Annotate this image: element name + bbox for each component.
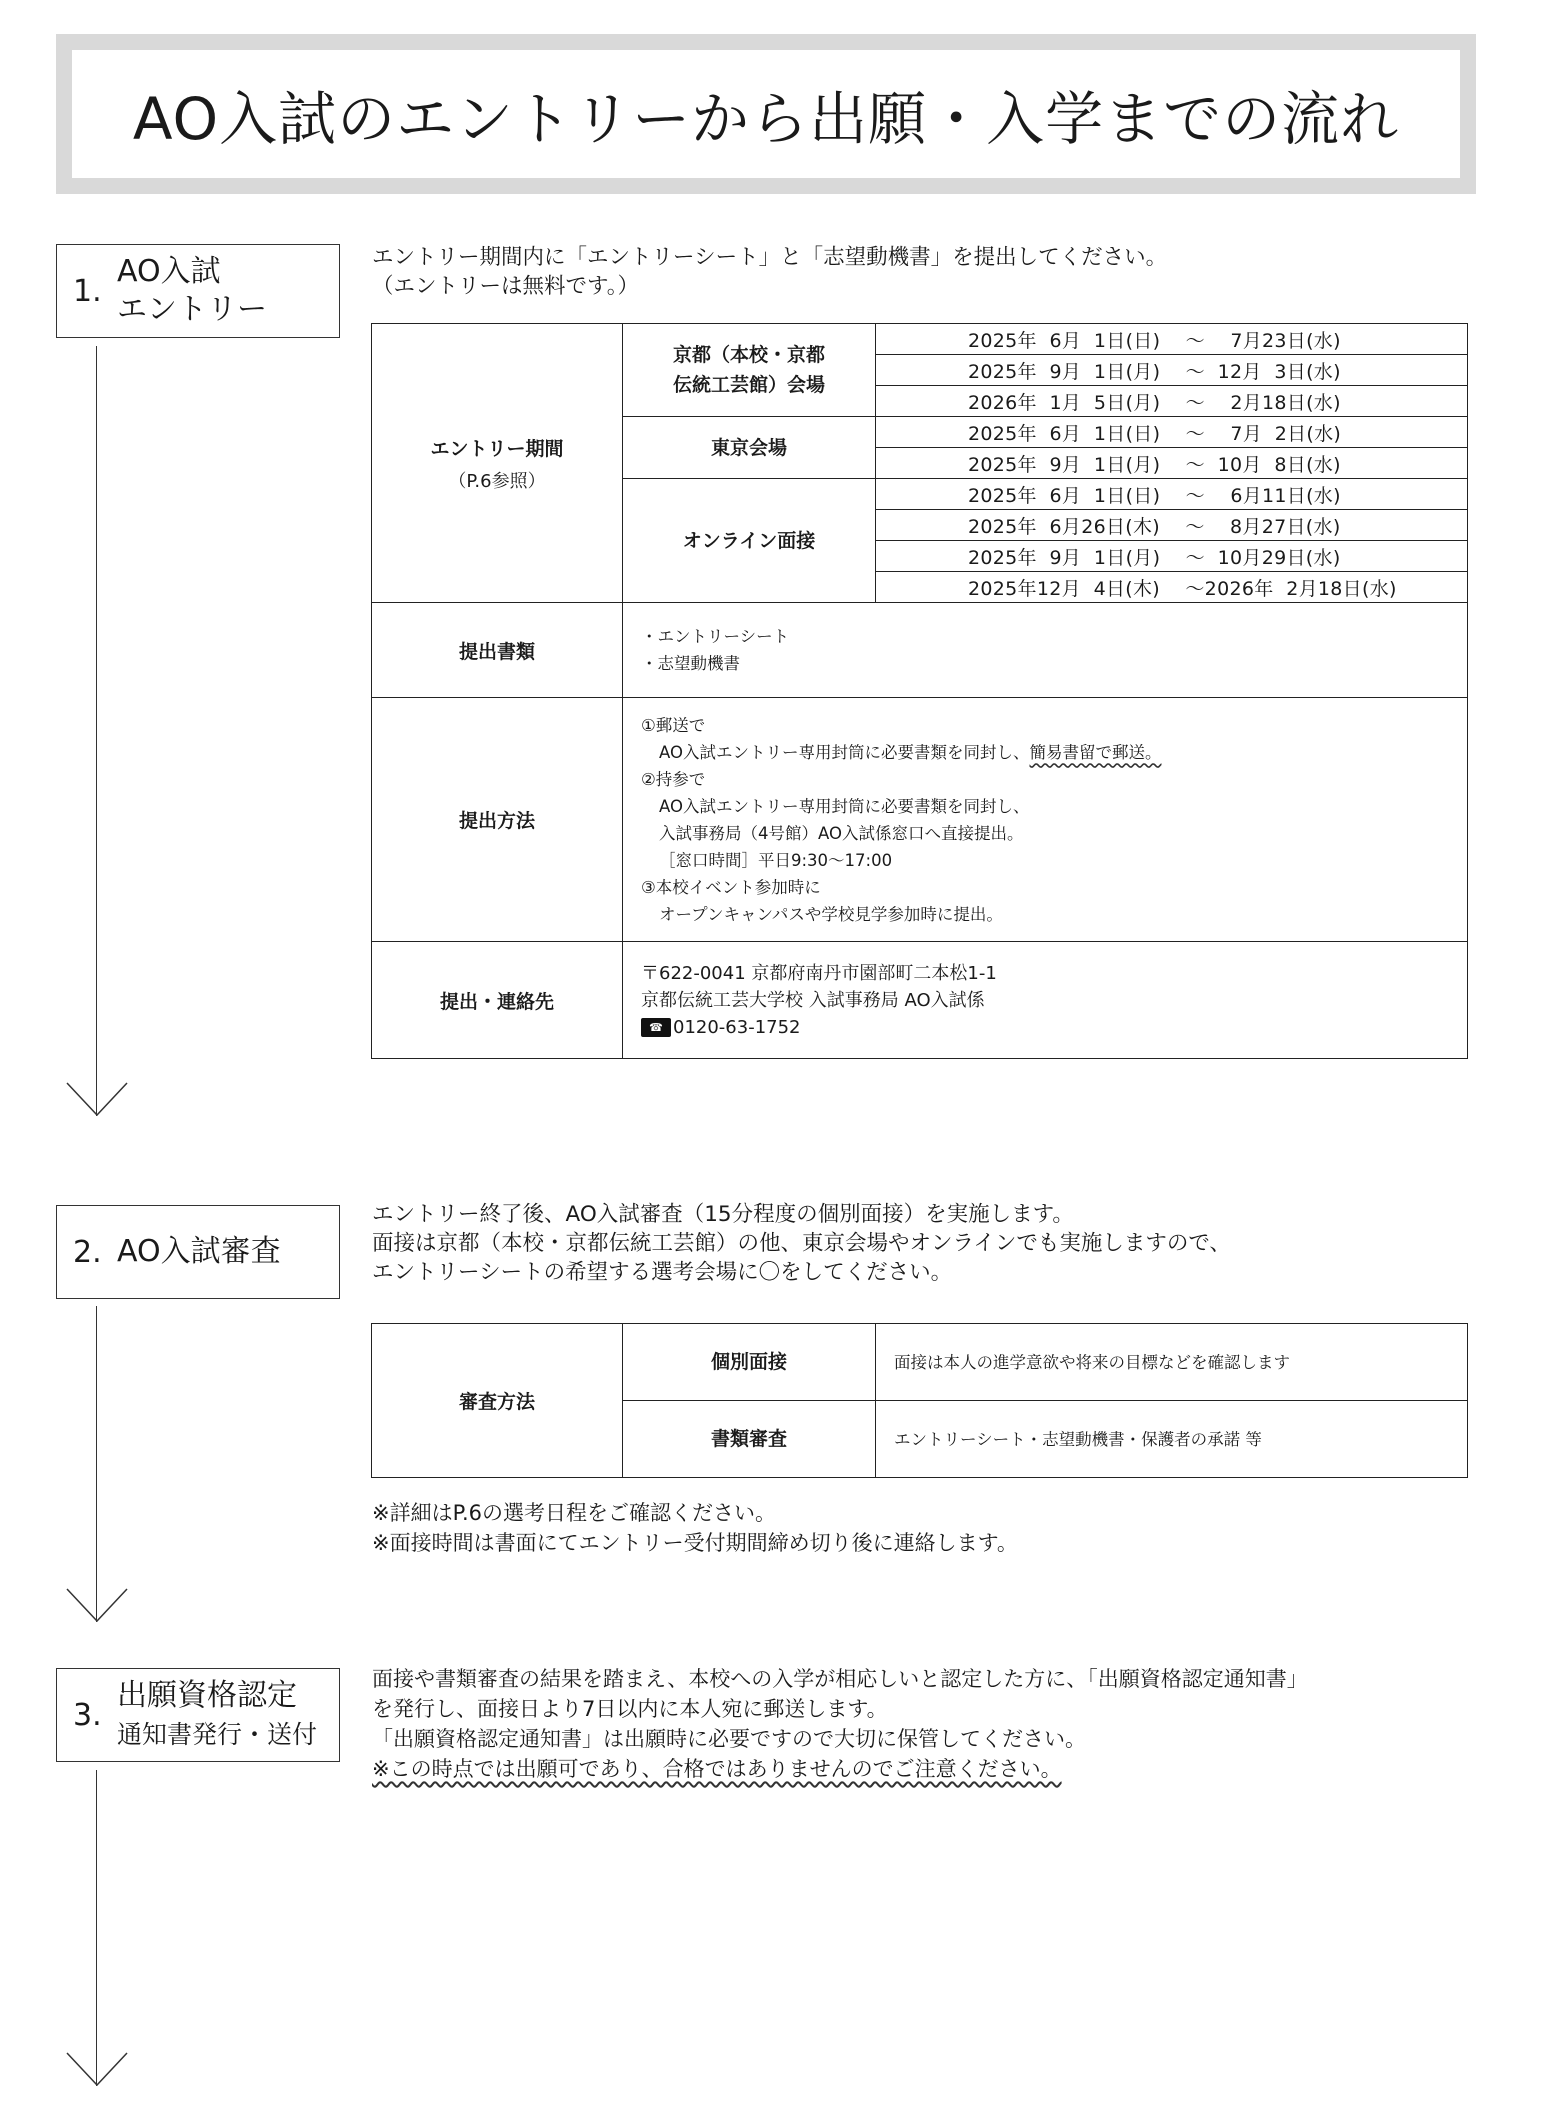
entry-period-ref: （P.6参照） (448, 470, 546, 492)
method-1-title: ①郵送で (641, 715, 706, 735)
step-1-label-line1: AO入試 (117, 254, 221, 289)
step-3-text3: 「出願資格認定通知書」は出願時に必要ですので大切に保管してください。 (372, 1727, 1086, 1751)
step-3-flow-line (96, 1770, 97, 2086)
docs-cell (623, 603, 1468, 698)
docs-header: 提出書類 (372, 603, 623, 698)
review-row-desc: エントリーシート・志望動機書・保護者の承諾 等 (876, 1401, 1468, 1478)
entry-period-label: エントリー期間 (430, 437, 564, 460)
step-1-label-line2: エントリー (117, 292, 267, 327)
step-3-arrow-icon (66, 2052, 128, 2086)
method-2-title: ②持参で (641, 769, 706, 789)
contact-header: 提出・連絡先 (372, 942, 623, 1059)
contact-tel-row (641, 1014, 1467, 1041)
venue-online: オンライン面接 (623, 479, 876, 603)
page-title: AO入試のエントリーから出願・入学までの流れ (72, 50, 1460, 178)
method-2-text1: AO入試エントリー専用封筒に必要書類を同封し、 (659, 796, 1030, 816)
step-2-intro-line2: 面接は京都（本校・京都伝統工芸館）の他、東京会場やオンラインでも実施しますので、 (372, 1231, 1231, 1256)
date-range: 2025年 6月 1日(日) ～ 7月 2日(水) (876, 417, 1468, 448)
method-2-text3: ［窓口時間］平日9:30～17:00 (659, 850, 893, 870)
date-range: 2026年 1月 5日(月) ～ 2月18日(水) (876, 386, 1468, 417)
step-1-label (117, 253, 267, 329)
review-row-name: 書類審査 (623, 1401, 876, 1478)
step-3-text (372, 1664, 1308, 1784)
review-row-desc: 面接は本人の進学意欲や将来の目標などを確認します (876, 1324, 1468, 1401)
step-3-number: 3. (73, 1697, 102, 1733)
step-2-label: AO入試審査 (117, 1234, 281, 1269)
date-range: 2025年12月 4日(木) ～2026年 2月18日(水) (876, 572, 1468, 603)
step-1-intro (372, 243, 1167, 301)
review-row-name: 個別面接 (623, 1324, 876, 1401)
step-1-number: 1. (73, 273, 102, 309)
step-2-box (56, 1205, 340, 1299)
title-frame (56, 34, 1476, 194)
date-range: 2025年 6月26日(木) ～ 8月27日(水) (876, 510, 1468, 541)
date-range: 2025年 6月 1日(日) ～ 6月11日(水) (876, 479, 1468, 510)
method-header: 提出方法 (372, 698, 623, 942)
venue-kyoto-line1: 京都（本校・京都 (672, 344, 825, 366)
free-dial-icon: ☎ (641, 1018, 671, 1037)
venue-tokyo: 東京会場 (623, 417, 876, 479)
step-2-notes (372, 1498, 1018, 1558)
contact-address: 〒622-0041 京都府南丹市園部町二本松1-1 (641, 962, 997, 984)
step-1-intro-line2: （エントリーは無料です。） (372, 274, 640, 299)
step-2-number: 2. (73, 1234, 102, 1270)
method-3-title: ③本校イベント参加時に (641, 877, 821, 897)
step-3-text1: 面接や書類審査の結果を踏まえ、本校への入学が相応しいと認定した方に、「出願資格認定通知書」 (372, 1667, 1308, 1691)
step-1-flow-line (96, 346, 97, 1116)
step-1-box (56, 244, 340, 338)
step-1-arrow-icon (66, 1082, 128, 1116)
contact-tel: 0120-63-1752 (673, 1016, 801, 1038)
step-3-label-line2: 通知書発行・送付 (117, 1719, 318, 1749)
date-range: 2025年 6月 1日(日) ～ 7月23日(水) (876, 324, 1468, 355)
step-2-arrow-icon (66, 1588, 128, 1622)
review-table (371, 1323, 1468, 1478)
method-3-text1: オープンキャンパスや学校見学参加時に提出。 (659, 904, 1003, 924)
review-method-header: 審査方法 (372, 1324, 623, 1478)
step-2-intro-line3: エントリーシートの希望する選考会場に〇をしてください。 (372, 1260, 953, 1285)
doc-item: ・エントリーシート (641, 627, 790, 646)
method-1-text-b: 簡易書留で郵送。 (1029, 742, 1162, 762)
date-range: 2025年 9月 1日(月) ～ 10月 8日(水) (876, 448, 1468, 479)
doc-item: ・志望動機書 (641, 654, 740, 673)
date-range: 2025年 9月 1日(月) ～ 10月29日(水) (876, 541, 1468, 572)
entry-table (371, 323, 1468, 1059)
date-range: 2025年 9月 1日(月) ～ 12月 3日(水) (876, 355, 1468, 386)
step-2-flow-line (96, 1306, 97, 1622)
step-2-intro (372, 1200, 1231, 1287)
venue-kyoto (623, 324, 876, 417)
step-2-intro-line1: エントリー終了後、AO入試審査（15分程度の個別面接）を実施します。 (372, 1202, 1074, 1227)
step-3-label-line1: 出願資格認定 (117, 1677, 297, 1713)
step-3-box (56, 1668, 340, 1762)
step-1-intro-line1: エントリー期間内に「エントリーシート」と「志望動機書」を提出してください。 (372, 245, 1168, 270)
method-cell (623, 698, 1468, 942)
step-2-note1: ※詳細はP.6の選考日程をご確認ください。 (372, 1501, 777, 1525)
contact-cell (623, 942, 1468, 1059)
step-3-label (117, 1677, 317, 1754)
venue-kyoto-line2: 伝統工芸館）会場 (672, 374, 825, 396)
method-2-text2: 入試事務局（4号館）AO入試係窓口へ直接提出。 (659, 823, 1024, 843)
contact-office: 京都伝統工芸大学校 入試事務局 AO入試係 (641, 989, 985, 1011)
method-1-text-a: AO入試エントリー専用封筒に必要書類を同封し、 (659, 742, 1030, 762)
step-3-text2: を発行し、面接日より7日以内に本人宛に郵送します。 (372, 1697, 888, 1721)
entry-period-header (372, 324, 623, 603)
method-1-text (641, 739, 1467, 766)
step-3-caution: ※この時点では出願可であり、合格ではありませんのでご注意ください。 (372, 1757, 1062, 1781)
step-2-note2: ※面接時間は書面にてエントリー受付期間締め切り後に連絡します。 (372, 1531, 1018, 1555)
